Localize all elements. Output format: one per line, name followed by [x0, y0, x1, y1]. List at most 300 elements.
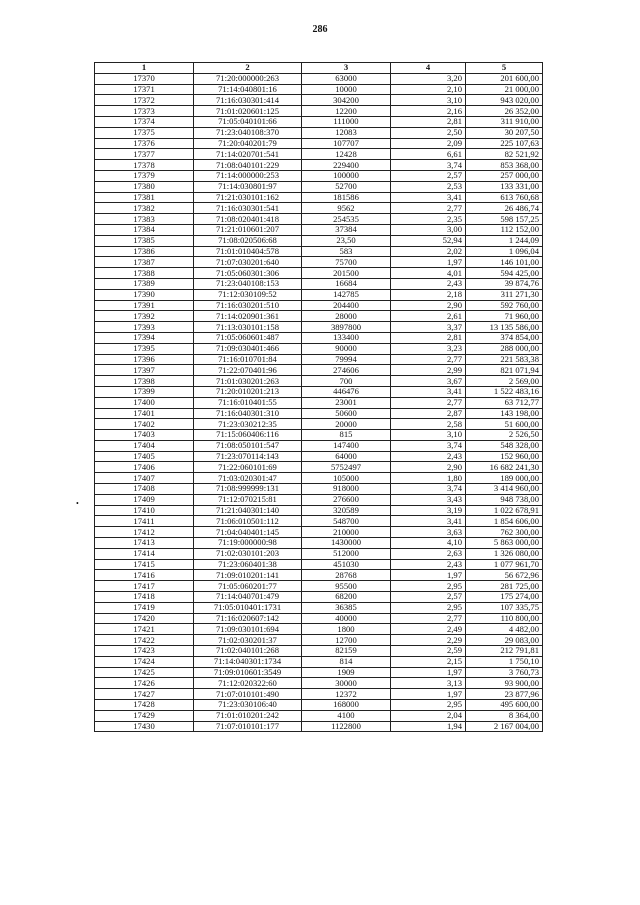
table-cell: 3,13 — [391, 678, 466, 689]
table-cell: 71:02:030201:37 — [194, 635, 302, 646]
table-row — [95, 667, 543, 678]
table-row — [95, 95, 543, 106]
table-cell: 762 300,00 — [466, 527, 543, 538]
table-cell: 2,43 — [391, 559, 466, 570]
table-cell: 311 271,30 — [466, 289, 543, 300]
table-cell: 225 107,63 — [466, 138, 543, 149]
table-cell: 3,19 — [391, 505, 466, 516]
table-cell: 17430 — [95, 721, 194, 732]
table-cell: 71:04:040401:145 — [194, 527, 302, 538]
table-cell: 17370 — [95, 73, 194, 84]
table-cell: 17404 — [95, 440, 194, 451]
table-cell: 17388 — [95, 268, 194, 279]
table-cell: 30 207,50 — [466, 127, 543, 138]
table-cell: 17383 — [95, 214, 194, 225]
table-cell: 56 672,96 — [466, 570, 543, 581]
table-cell: 71:22:070401:96 — [194, 365, 302, 376]
table-cell: 146 101,00 — [466, 257, 543, 268]
table-cell: 50600 — [302, 408, 391, 419]
table-cell: 71:13:030101:158 — [194, 322, 302, 333]
table-cell: 1 326 080,00 — [466, 548, 543, 559]
table-cell: 71:16:010701:84 — [194, 354, 302, 365]
table-cell: 2,90 — [391, 300, 466, 311]
table-cell: 3897800 — [302, 322, 391, 333]
table-row — [95, 354, 543, 365]
table-cell: 71:23:070114:143 — [194, 451, 302, 462]
table-cell: 1,97 — [391, 689, 466, 700]
table-cell: 320589 — [302, 505, 391, 516]
table-row — [95, 311, 543, 322]
table-cell: 3,00 — [391, 224, 466, 235]
table-cell: 52,94 — [391, 235, 466, 246]
table-cell: 4100 — [302, 710, 391, 721]
table-cell: 71:07:030201:640 — [194, 257, 302, 268]
table-cell: 17398 — [95, 376, 194, 387]
table-row — [95, 689, 543, 700]
table-cell: 1 077 961,70 — [466, 559, 543, 570]
table-cell: 592 760,00 — [466, 300, 543, 311]
table-cell: 71:12:020322:60 — [194, 678, 302, 689]
table-row — [95, 343, 543, 354]
table-cell: 71:07:010101:177 — [194, 721, 302, 732]
table-cell: 64000 — [302, 451, 391, 462]
table-cell: 71:05:060301:306 — [194, 268, 302, 279]
table-cell: 1 854 606,00 — [466, 516, 543, 527]
table-cell: 181586 — [302, 192, 391, 203]
table-cell: 12700 — [302, 635, 391, 646]
table-cell: 3,74 — [391, 440, 466, 451]
table-cell: 71:14:040801:16 — [194, 84, 302, 95]
table-cell: 4 482,00 — [466, 624, 543, 635]
table-cell: 17406 — [95, 462, 194, 473]
table-cell: 3,41 — [391, 516, 466, 527]
table-cell: 1,97 — [391, 570, 466, 581]
table-row — [95, 559, 543, 570]
table-cell: 201 600,00 — [466, 73, 543, 84]
table-cell: 17428 — [95, 700, 194, 711]
table-cell: 2,95 — [391, 581, 466, 592]
table-cell: 152 960,00 — [466, 451, 543, 462]
table-row — [95, 149, 543, 160]
table-row — [95, 527, 543, 538]
table-cell: 71:08:999999:131 — [194, 484, 302, 495]
table-cell: 2,90 — [391, 462, 466, 473]
table-row — [95, 170, 543, 181]
table-cell: 495 600,00 — [466, 700, 543, 711]
table-row — [95, 365, 543, 376]
table-cell: 75700 — [302, 257, 391, 268]
table-cell: 71:23:040108:370 — [194, 127, 302, 138]
table-row — [95, 332, 543, 343]
table-cell: 17375 — [95, 127, 194, 138]
table-row — [95, 646, 543, 657]
table-cell: 1,80 — [391, 473, 466, 484]
table-cell: 17381 — [95, 192, 194, 203]
table-cell: 17417 — [95, 581, 194, 592]
table-cell: 71:06:010501:112 — [194, 516, 302, 527]
table-cell: 1 244,09 — [466, 235, 543, 246]
table-cell: 71:01:010201:242 — [194, 710, 302, 721]
table-cell: 17399 — [95, 386, 194, 397]
table-cell: 111000 — [302, 116, 391, 127]
table-cell: 3,41 — [391, 386, 466, 397]
table-cell: 5 863 000,00 — [466, 538, 543, 549]
table-cell: 71:09:030101:694 — [194, 624, 302, 635]
table-cell: 288 000,00 — [466, 343, 543, 354]
table-cell: 17394 — [95, 332, 194, 343]
column-header: 2 — [194, 63, 302, 74]
table-cell: 2,43 — [391, 278, 466, 289]
table-cell: 17380 — [95, 181, 194, 192]
table-row — [95, 548, 543, 559]
table-cell: 52700 — [302, 181, 391, 192]
table-cell: 3,74 — [391, 484, 466, 495]
table-cell: 3,10 — [391, 95, 466, 106]
table-cell: 71:12:070215:81 — [194, 494, 302, 505]
table-cell: 17385 — [95, 235, 194, 246]
table-cell: 2 569,00 — [466, 376, 543, 387]
table-cell: 212 791,81 — [466, 646, 543, 657]
table-row — [95, 386, 543, 397]
table-row — [95, 570, 543, 581]
table-cell: 17416 — [95, 570, 194, 581]
table-row — [95, 235, 543, 246]
table-cell: 1800 — [302, 624, 391, 635]
table-cell: 17376 — [95, 138, 194, 149]
table-cell: 28000 — [302, 311, 391, 322]
table-cell: 221 583,38 — [466, 354, 543, 365]
table-cell: 71:23:030106:40 — [194, 700, 302, 711]
table-cell: 71:16:010401:55 — [194, 397, 302, 408]
table-cell: 107 335,75 — [466, 602, 543, 613]
table-cell: 17426 — [95, 678, 194, 689]
table-cell: 853 368,00 — [466, 160, 543, 171]
table-cell: 20000 — [302, 419, 391, 430]
table-cell: 12200 — [302, 106, 391, 117]
table-cell: 17378 — [95, 160, 194, 171]
table-cell: 446476 — [302, 386, 391, 397]
table-cell: 2,77 — [391, 354, 466, 365]
table-row — [95, 397, 543, 408]
column-header: 3 — [302, 63, 391, 74]
table-cell: 3,37 — [391, 322, 466, 333]
table-row — [95, 289, 543, 300]
table-cell: 71:05:040101:66 — [194, 116, 302, 127]
table-row — [95, 419, 543, 430]
table-cell: 71:14:040701:479 — [194, 592, 302, 603]
table-row — [95, 376, 543, 387]
table-cell: 2,63 — [391, 548, 466, 559]
table-cell: 17403 — [95, 430, 194, 441]
table-cell: 613 760,68 — [466, 192, 543, 203]
table-cell: 17374 — [95, 116, 194, 127]
table-cell: 71:20:010201:213 — [194, 386, 302, 397]
table-cell: 168000 — [302, 700, 391, 711]
table-row — [95, 268, 543, 279]
table-cell: 71:08:050101:547 — [194, 440, 302, 451]
table-row — [95, 700, 543, 711]
table-cell: 1430000 — [302, 538, 391, 549]
table-cell: 71:08:020401:418 — [194, 214, 302, 225]
table-cell: 2,04 — [391, 710, 466, 721]
table-cell: 17373 — [95, 106, 194, 117]
table-cell: 311 910,00 — [466, 116, 543, 127]
table-cell: 142785 — [302, 289, 391, 300]
table-cell: 1,97 — [391, 257, 466, 268]
table-cell: 16684 — [302, 278, 391, 289]
table-cell: 13 135 586,00 — [466, 322, 543, 333]
table-cell: 2,09 — [391, 138, 466, 149]
table-cell: 93 900,00 — [466, 678, 543, 689]
table-row — [95, 538, 543, 549]
table-cell: 71:01:020601:125 — [194, 106, 302, 117]
table-cell: 71:05:060201:77 — [194, 581, 302, 592]
table-row — [95, 224, 543, 235]
data-table — [94, 62, 543, 732]
table-cell: 71 960,00 — [466, 311, 543, 322]
table-cell: 90000 — [302, 343, 391, 354]
table-cell: 3,10 — [391, 430, 466, 441]
table-cell: 2,35 — [391, 214, 466, 225]
table-cell: 2,81 — [391, 116, 466, 127]
table-cell: 71:16:040301:310 — [194, 408, 302, 419]
table-cell: 17384 — [95, 224, 194, 235]
table-cell: 2,10 — [391, 84, 466, 95]
table-cell: 17386 — [95, 246, 194, 257]
table-row — [95, 451, 543, 462]
table-cell: 71:14:020701:541 — [194, 149, 302, 160]
table-cell: 71:09:030401:466 — [194, 343, 302, 354]
table-cell: 26 352,00 — [466, 106, 543, 117]
table-row — [95, 127, 543, 138]
table-cell: 548 328,00 — [466, 440, 543, 451]
table-cell: 26 486,74 — [466, 203, 543, 214]
table-cell: 17372 — [95, 95, 194, 106]
table-cell: 71:03:020301:47 — [194, 473, 302, 484]
table-cell: 17408 — [95, 484, 194, 495]
table-cell: 2,15 — [391, 656, 466, 667]
table-row — [95, 192, 543, 203]
table-cell: 1 096,04 — [466, 246, 543, 257]
table-cell: 17371 — [95, 84, 194, 95]
table-cell: 71:14:030801:97 — [194, 181, 302, 192]
table-cell: 304200 — [302, 95, 391, 106]
table-cell: 68200 — [302, 592, 391, 603]
table-cell: 948 738,00 — [466, 494, 543, 505]
table-cell: 281 725,00 — [466, 581, 543, 592]
table-cell: 2,81 — [391, 332, 466, 343]
table-cell: 95500 — [302, 581, 391, 592]
table-cell: 2,53 — [391, 181, 466, 192]
table-cell: 71:21:040301:140 — [194, 505, 302, 516]
table-row — [95, 116, 543, 127]
table-row — [95, 678, 543, 689]
table-row — [95, 203, 543, 214]
table-cell: 105000 — [302, 473, 391, 484]
table-cell: 17396 — [95, 354, 194, 365]
table-cell: 2 167 004,00 — [466, 721, 543, 732]
table-cell: 257 000,00 — [466, 170, 543, 181]
table-cell: 12428 — [302, 149, 391, 160]
table-cell: 2,43 — [391, 451, 466, 462]
table-cell: 71:20:040201:79 — [194, 138, 302, 149]
table-row — [95, 73, 543, 84]
table-cell: 71:23:060401:38 — [194, 559, 302, 570]
table-cell: 2,58 — [391, 419, 466, 430]
table-cell: 3,41 — [391, 192, 466, 203]
table-cell: 21 000,00 — [466, 84, 543, 95]
table-cell: 598 157,25 — [466, 214, 543, 225]
table-cell: 204400 — [302, 300, 391, 311]
table-cell: 71:08:040101:229 — [194, 160, 302, 171]
table-cell: 147400 — [302, 440, 391, 451]
table-cell: 71:16:030301:541 — [194, 203, 302, 214]
table-row — [95, 462, 543, 473]
table-cell: 71:23:030212:35 — [194, 419, 302, 430]
table-row — [95, 592, 543, 603]
table-cell: 71:19:000000:98 — [194, 538, 302, 549]
table-cell: 2,77 — [391, 203, 466, 214]
table-cell: 79994 — [302, 354, 391, 365]
table-cell: 71:14:000000:253 — [194, 170, 302, 181]
table-row — [95, 635, 543, 646]
table-cell: 107707 — [302, 138, 391, 149]
table-cell: 71:16:030201:510 — [194, 300, 302, 311]
table-cell: 594 425,00 — [466, 268, 543, 279]
table-body — [95, 73, 543, 732]
table-row — [95, 257, 543, 268]
table-cell: 23001 — [302, 397, 391, 408]
table-cell: 4,10 — [391, 538, 466, 549]
table-cell: 274606 — [302, 365, 391, 376]
table-cell: 2,59 — [391, 646, 466, 657]
table-cell: 451030 — [302, 559, 391, 570]
table-row — [95, 656, 543, 667]
table-row — [95, 721, 543, 732]
table-cell: 17397 — [95, 365, 194, 376]
table-cell: 1 022 678,91 — [466, 505, 543, 516]
table-cell: 2,87 — [391, 408, 466, 419]
table-cell: 3 414 960,00 — [466, 484, 543, 495]
table-cell: 17407 — [95, 473, 194, 484]
table-cell: 82 521,92 — [466, 149, 543, 160]
table-cell: 71:02:030101:203 — [194, 548, 302, 559]
table-cell: 71:01:010404:578 — [194, 246, 302, 257]
table-cell: 2,95 — [391, 700, 466, 711]
table-row — [95, 322, 543, 333]
table-cell: 2,57 — [391, 170, 466, 181]
table-cell: 2,61 — [391, 311, 466, 322]
table-cell: 17409 — [95, 494, 194, 505]
table-cell: 1,94 — [391, 721, 466, 732]
table-cell: 2,16 — [391, 106, 466, 117]
table-cell: 71:05:010401:1731 — [194, 602, 302, 613]
header-row — [95, 63, 543, 74]
table-row — [95, 624, 543, 635]
table-cell: 17402 — [95, 419, 194, 430]
table-row — [95, 138, 543, 149]
table-cell: 143 198,00 — [466, 408, 543, 419]
table-row — [95, 278, 543, 289]
table-cell: 71:23:040108:153 — [194, 278, 302, 289]
table-cell: 374 854,00 — [466, 332, 543, 343]
table-cell: 71:09:010201:141 — [194, 570, 302, 581]
table-row — [95, 494, 543, 505]
table-cell: 71:08:020506:68 — [194, 235, 302, 246]
table-cell: 17395 — [95, 343, 194, 354]
table-cell: 2,50 — [391, 127, 466, 138]
table-row — [95, 300, 543, 311]
table-row — [95, 106, 543, 117]
table-cell: 3,74 — [391, 160, 466, 171]
table-cell: 943 020,00 — [466, 95, 543, 106]
table-cell: 28768 — [302, 570, 391, 581]
table-cell: 71:05:060601:487 — [194, 332, 302, 343]
table-cell: 71:07:010101:490 — [194, 689, 302, 700]
table-cell: 548700 — [302, 516, 391, 527]
table-cell: 17377 — [95, 149, 194, 160]
table-cell: 17412 — [95, 527, 194, 538]
table-cell: 51 600,00 — [466, 419, 543, 430]
table-cell: 40000 — [302, 613, 391, 624]
table-cell: 17421 — [95, 624, 194, 635]
table-cell: 112 152,00 — [466, 224, 543, 235]
table-row — [95, 181, 543, 192]
table-cell: 3,63 — [391, 527, 466, 538]
table-cell: 2 526,50 — [466, 430, 543, 441]
table-cell: 30000 — [302, 678, 391, 689]
table-row — [95, 440, 543, 451]
table-cell: 17393 — [95, 322, 194, 333]
table-cell: 175 274,00 — [466, 592, 543, 603]
table-cell: 512000 — [302, 548, 391, 559]
table-cell: 2,99 — [391, 365, 466, 376]
table-cell: 700 — [302, 376, 391, 387]
table-cell: 71:14:040301:1734 — [194, 656, 302, 667]
table-row — [95, 710, 543, 721]
table-cell: 23 877,96 — [466, 689, 543, 700]
table-cell: 17389 — [95, 278, 194, 289]
table-cell: 71:22:060101:69 — [194, 462, 302, 473]
table-cell: 17423 — [95, 646, 194, 657]
table-cell: 1122800 — [302, 721, 391, 732]
table-row — [95, 430, 543, 441]
table-cell: 29 083,00 — [466, 635, 543, 646]
table-cell: 3,23 — [391, 343, 466, 354]
table-cell: 63000 — [302, 73, 391, 84]
table-cell: 17390 — [95, 289, 194, 300]
table-cell: 23,50 — [302, 235, 391, 246]
table-cell: 1 750,10 — [466, 656, 543, 667]
table-cell: 2,02 — [391, 246, 466, 257]
table-cell: 17429 — [95, 710, 194, 721]
table-cell: 71:21:010601:207 — [194, 224, 302, 235]
table-cell: 17382 — [95, 203, 194, 214]
table-cell: 71:09:010601:3549 — [194, 667, 302, 678]
table-cell: 71:15:060406:116 — [194, 430, 302, 441]
table-cell: 100000 — [302, 170, 391, 181]
stray-mark: • — [76, 499, 79, 508]
table-cell: 2,18 — [391, 289, 466, 300]
table-cell: 583 — [302, 246, 391, 257]
table-row — [95, 602, 543, 613]
table-cell: 2,77 — [391, 397, 466, 408]
table-cell: 5752497 — [302, 462, 391, 473]
table-row — [95, 581, 543, 592]
table-row — [95, 505, 543, 516]
table-cell: 71:21:030101:162 — [194, 192, 302, 203]
table-cell: 71:01:030201:263 — [194, 376, 302, 387]
